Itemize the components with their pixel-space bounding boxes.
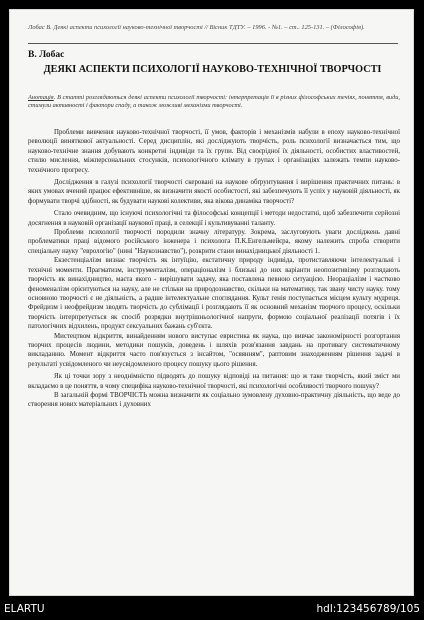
- paragraph: Проблеми вивчення науково-технічної творчості, її умов, факторів і механізмів набули в епоху науково-технічної революції виняткової актуальності. Серед дисциплін, які досліджують творчість, роль психології визначається тим, що науково-технічне знання добувають конкретні індивіди та їх групи. Від своєрідної їх діяльності, особистих властивостей, стилю мислення, міжперсональних стосунків, психологічного клімату в групах і організаціях залежать темпи науково-технічного прогресу.: [28, 129, 400, 174]
- abstract: [28, 94, 400, 110]
- author-name: В. Лобас: [28, 50, 65, 60]
- paragraph: В загальній формі ТВОРЧІСТЬ можна визначити як соціально зумовлену духовно-практичну діяльність, що веде до створення нових матеріальних і духовних: [28, 391, 400, 409]
- paragraph: Проблеми психології творчості породили значну літературу. Зокрема, заслуговують уваги досліджень давні проблематики праці відомого російського інженера і психолога П.К.Енгельмейєра, якому належить спроба створити спеціальну науку "еврологію" (нині "Наукознавство"), розкрити стани винахідницької діяльності 1.: [28, 229, 400, 255]
- handle-identifier: hdl:123456789/105: [316, 603, 420, 615]
- viewer-footer: [0, 599, 424, 620]
- abstract-text: . В статті розглядаються деякі аспекти психології творчості: інтерпретація її в різних філософських течіях, поняття, види, стимули активності і фактори спаду, а також можливі механізми творчості.: [28, 94, 400, 110]
- citation-header: Лобас В. Деякі аспекти психології науково-технічної творчості // Вісник ТДТУ. – 1996. - №1. – ст.. 125-131. – (Філософія).: [28, 24, 365, 31]
- paragraph: Стало очевидним, що існуючі психологічні та філософські концепції і методи недостатні, щоб забезпечити серйозні досягнення в науковій організації наукової праці, в селекції і культивуванні таланту.: [28, 210, 400, 227]
- document-page: [9, 9, 414, 596]
- paragraph: Мистецтвом відкриття, винайденням нового виступає евристика як наука, що вивчає закономірності розгортання творчих процесів людини, методики пошуків, доведень і шляхів розв'язання завдань на противагу систематичному викладанню. Момент відкриття часто пов'язується з інсайтом, "осяянням", раптовим знаходженням рішення задачі в результаті усвідомленого чи неусвідомленого процесу пошуку цього рішення.: [28, 332, 400, 368]
- article-body: [28, 128, 400, 410]
- paragraph: Дослідження в галузі психології творчості скеровані на наукове обґрунтування і вирішення практичних питань: в яких умовах вчений працює ефективніше, як визначити якості особистості, які забезпечують її успіх у науковій діяльності, як формувати творчі здібності, як будувати наукові колективи, яка вікова динаміка творчості?: [28, 179, 400, 205]
- repository-name: ELARTU: [4, 603, 45, 615]
- header-rule: [28, 43, 398, 44]
- article-title: ДЕЯКІ АСПЕКТИ ПСИХОЛОГІЇ НАУКОВО-ТЕХНІЧНОЇ ТВОРЧОСТІ: [43, 64, 382, 75]
- paragraph: Екзестенціалізм визнає творчість як інтуїцію, екстатичну природу індивіда, протиставляючи інтелектуальні і технічні моменти. Прагматизм, інструменталізм, операціоналізм і близькі до них варіанти неопозитивізму розглядають творчість як винахідництво, маєта якого - вирішувати задачу, яка поставлена певною ситуацією. Неораціалізм і частково феноменалізм орієнтуються на науку, але не стільки на природознавство, скільки на математику, так звану чисту науку. тому основною творчості є не діяльність, а радше інтелектуальне споглядання. Культ генія поступається місцем культу мудреця. Фрейдизм і неофрейдизм зводять творчість до сублімації і розглядають її як основний механізм творчого процесу, оскільки творчість інтерпретується як спосіб розрядки внутрішньологічної напруги, формою соціальної реалізації потягів і їх патологічних відхилень, продукт сексуальних бажань суб'єкта.: [28, 257, 400, 331]
- abstract-label: Анотація: [28, 94, 54, 101]
- paragraph: Як ці точки зору з неоднімністю підводять до пошуку відповіді на питання: що ж таке творчість, який зміст ми вкладаємо в це поняття, в чому специфіка науково-технічної творчості, які психологічні особливості творчого пошуку?: [28, 373, 400, 390]
